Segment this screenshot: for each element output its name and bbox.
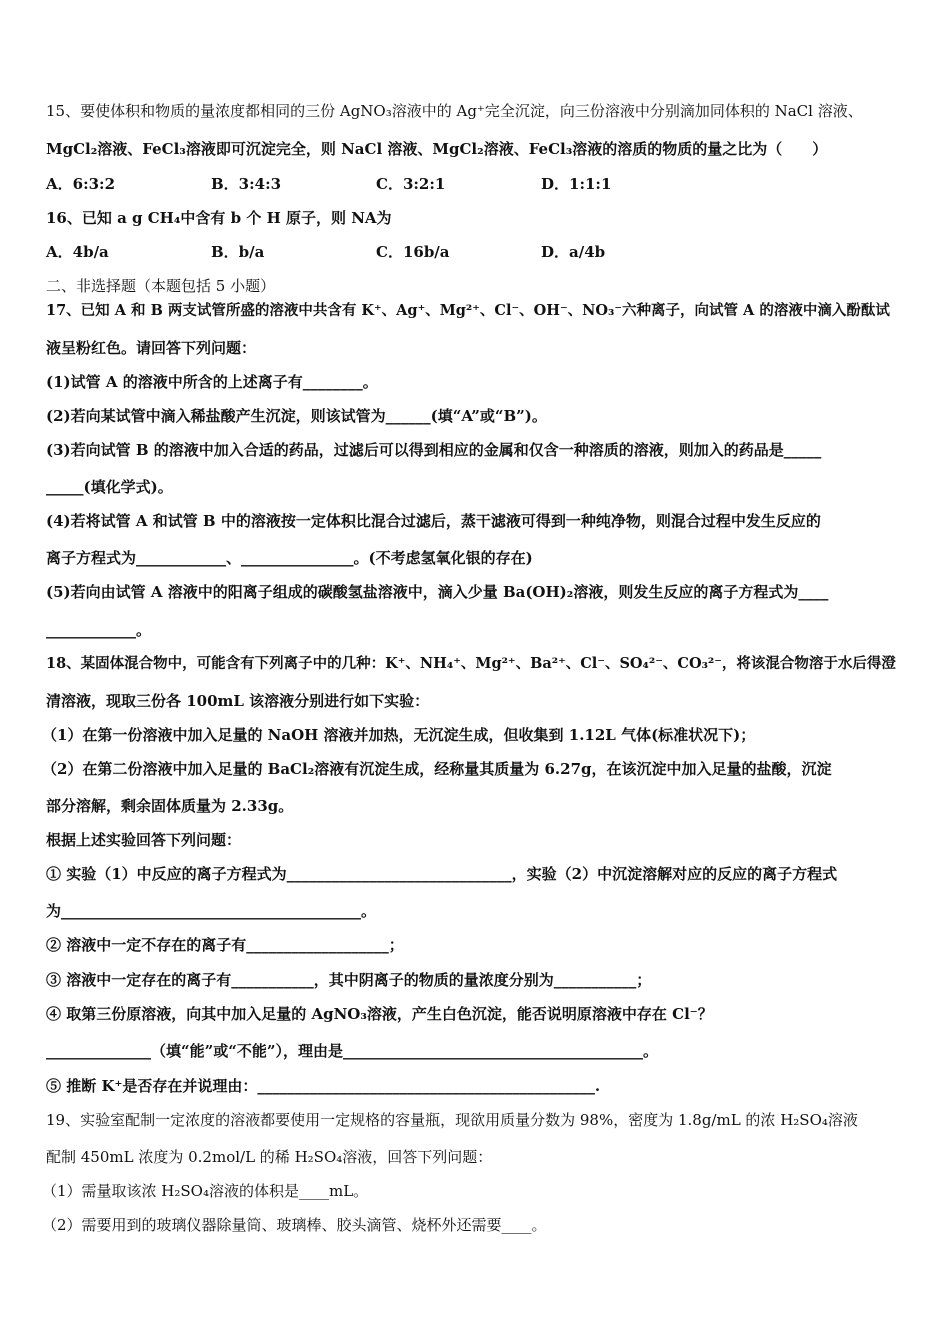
q18-stem-line1: 18、某固体混合物中，可能含有下列离子中的几种：K⁺、NH₄⁺、Mg²⁺、Ba²⁺、Cl⁻、SO₄²⁻、CO₃²⁻，将该混合物溶于水后得澄 [46,655,896,672]
q18-sub1-line1: ① 实验（1）中反应的离子方程式为______________________________，实验（2）中沉淀溶解对应的反应的离子方程式 [46,865,838,883]
q18-stem-line2: 清溶液，现取三份各 100mL 该溶液分别进行如下实验： [46,692,430,710]
q16-option-d: D．a/4b [541,243,606,261]
q16-option-c: C．16b/a [376,243,450,261]
q16-options [46,242,906,262]
q15-options [46,174,906,194]
q15-stem-line2: MgCl₂溶液、FeCl₃溶液即可沉淀完全，则 NaCl 溶液、MgCl₂溶液、FeCl₃溶液的溶质的物质的量之比为（ ） [46,140,828,158]
q18-sub1-line2: 为________________________________________。 [46,902,377,920]
q18-sub3: ③ 溶液中一定存在的离子有___________，其中阴离子的物质的量浓度分别为___________； [46,971,652,989]
q18-sub5: ⑤ 推断 K⁺是否存在并说理由：_____________________________________________. [46,1077,601,1095]
q18-experiment1: （1）在第一份溶液中加入足量的 NaOH 溶液并加热，无沉淀生成，但收集到 1.12L 气体(标准状况下)； [42,726,756,744]
q17-part5-line1: (5)若向由试管 A 溶液中的阳离子组成的碳酸氢盐溶液中，滴入少量 Ba(OH)₂溶液，则发生反应的离子方程式为____ [46,583,829,601]
q17-part3-line1: (3)若向试管 B 的溶液中加入合适的药品，过滤后可以得到相应的金属和仅含一种溶质的溶液，则加入的药品是_____ [46,441,822,459]
q15-stem-line1: 15、要使体积和物质的量浓度都相同的三份 AgNO₃溶液中的 Ag⁺完全沉淀，向三份溶液中分别滴加同体积的 NaCl 溶液、 [46,102,863,120]
q15-option-b: B．3:4:3 [211,175,282,193]
q15-option-a: A．6:3:2 [46,175,116,193]
q19-stem-line2: 配制 450mL 浓度为 0.2mol/L 的稀 H₂SO₄溶液，回答下列问题： [46,1148,493,1166]
q18-intro: 根据上述实验回答下列问题： [46,831,242,849]
q17-part3-line2: _____(填化学式)。 [46,478,173,496]
q17-stem-line1: 17、已知 A 和 B 两支试管所盛的溶液中共含有 K⁺、Ag⁺、Mg²⁺、Cl⁻、OH⁻、NO₃⁻六种离子，向试管 A 的溶液中滴入酚酞试 [46,302,890,319]
q16-option-b: B．b/a [211,243,265,261]
q19-part1: （1）需量取该浓 H₂SO₄溶液的体积是____mL。 [42,1182,369,1200]
q18-experiment2-line1: （2）在第二份溶液中加入足量的 BaCl₂溶液有沉淀生成，经称量其质量为 6.27g，在该沉淀中加入足量的盐酸，沉淀 [42,760,832,778]
q17-part4-line2: 离子方程式为____________、_______________。(不考虑氢氧化银的存在) [46,549,533,567]
q18-sub4-line2: ______________（填“能”或“不能”），理由是________________________________________。 [46,1042,659,1060]
q18-sub4-line1: ④ 取第三份原溶液，向其中加入足量的 AgNO₃溶液，产生白色沉淀，能否说明原溶液中存在 Cl⁻？ [46,1005,713,1023]
q17-stem-line2: 液呈粉红色。请回答下列问题： [46,339,257,357]
q17-part1: (1)试管 A 的溶液中所含的上述离子有________。 [46,373,378,391]
q19-part2: （2）需要用到的玻璃仪器除量筒、玻璃棒、胶头滴管、烧杯外还需要____。 [42,1216,547,1234]
q17-part2: (2)若向某试管中滴入稀盐酸产生沉淀，则该试管为______(填“A”或“B”)。 [46,407,547,425]
q15-option-c: C．3:2:1 [376,175,446,193]
q19-stem-line1: 19、实验室配制一定浓度的溶液都要使用一定规格的容量瓶，现欲用质量分数为 98%，密度为 1.8g/mL 的浓 H₂SO₄溶液 [46,1111,858,1129]
q15-option-d: D．1:1:1 [541,175,612,193]
q18-sub2: ② 溶液中一定不存在的离子有___________________； [46,936,404,954]
q16-stem: 16、已知 a g CH₄中含有 b 个 H 原子，则 NA为 [46,209,392,227]
section-heading: 二、非选择题（本题包括 5 小题） [46,277,276,295]
q17-part5-line2: ____________。 [46,621,152,639]
q16-option-a: A．4b/a [46,243,109,261]
q17-part4-line1: (4)若将试管 A 和试管 B 中的溶液按一定体积比混合过滤后，蒸干滤液可得到一种纯净物，则混合过程中发生反应的 [46,512,821,530]
q18-experiment2-line2: 部分溶解，剩余固体质量为 2.33g。 [46,797,294,815]
